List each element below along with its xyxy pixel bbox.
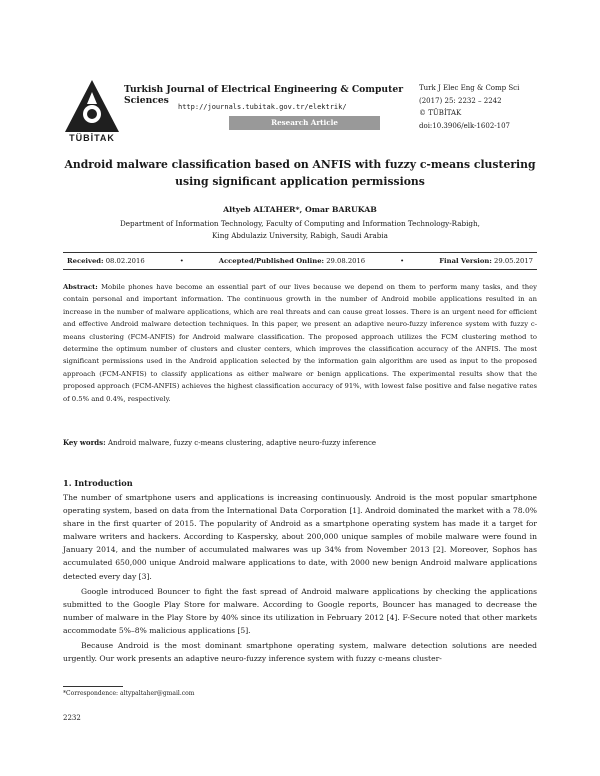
citation-volume: (2017) 25: 2232 – 2242 (419, 96, 502, 105)
publisher-logo-text: TÜBİTAK (69, 133, 115, 143)
divider-bottom (63, 269, 537, 270)
keywords (63, 438, 537, 447)
footnote-label: *Correspondence: (63, 690, 119, 697)
journal-title: Turkish Journal of Electrical Engineering & Computer Sciences (124, 84, 404, 106)
citation-copyright: © TÜBİTAK (419, 109, 462, 117)
footnote-divider (63, 686, 123, 687)
final-version-date: Final Version: 29.05.2017 (439, 257, 533, 265)
footnote-email[interactable]: altypaltaher@gmail.com (120, 690, 195, 697)
citation-doi[interactable]: doi:10.3906/elk-1602-107 (419, 121, 511, 130)
authors: Altyeb ALTAHER*, Omar BARUKAB (223, 205, 377, 214)
affiliation-line-1: Department of Information Technology, Faculty of Computing and Information Technology-Rabigh, (120, 219, 480, 228)
keywords-label: Key words: (63, 438, 106, 447)
paper-title (60, 157, 540, 190)
page-number: 2232 (63, 714, 81, 722)
paragraph: Because Android is the most dominant smartphone operating system, malware detection solutions are needed urgently. Our work presents an adaptive neuro-fuzzy inference system with fuzzy c-means cluster- (63, 641, 537, 664)
affiliation-line-2: King Abdulaziz University, Rabigh, Saudi Arabia (212, 230, 388, 240)
footnote (63, 690, 194, 697)
paragraph: The number of smartphone users and applications is increasing continuously. Android is the most popular smartphone operating system, based on data from the International Data Corporation [1]. Android dominated the market with a 78.0% share in the first quarter of 2015. The popularity of Android as a smartphone operating system has made it a target for malware writers and hackers. According to Kaspersky, about 200,000 unique samples of mobile malware were found in January 2014, and the number of accumulated malwares was up 34% from November 2013 [2]. Moreover, Sophos has accumulated 650,000 unique Android malware applications to date, with 2000 new benign Android malware applications detected every day [3]. (63, 493, 537, 581)
paragraph: Google introduced Bouncer to fight the fast spread of Android malware applications by checking the applications submitted to the Google Play Store for malware. According to Google reports, Bouncer has managed to decrease the number of malware in the Play Store by 40% since its utilization in February 2012 [4]. F-Secure noted that other markets accommodate 5%–8% malicious applications [5]. (63, 586, 537, 635)
paper-title-line-2: using significant application permissions (175, 174, 425, 188)
tubitak-logo-icon (63, 78, 121, 134)
abstract (63, 281, 537, 405)
date-separator: • (179, 257, 184, 265)
journal-url-link[interactable]: http://journals.tubitak.gov.tr/elektrik/ (178, 103, 347, 111)
received-date: Received: 08.02.2016 (67, 257, 145, 265)
divider-top (63, 252, 537, 253)
citation-block (419, 82, 519, 132)
paper-title-line-1: Android malware classification based on ANFIS with fuzzy c-means clustering (64, 158, 536, 171)
introduction-body (63, 491, 537, 665)
keywords-text: Android malware, fuzzy c-means clustering, adaptive neuro-fuzzy inference (107, 439, 377, 447)
abstract-label: Abstract: (63, 283, 98, 291)
affiliation (60, 218, 540, 241)
abstract-text: Mobile phones have become an essential part of our lives because we depend on them to perform many tasks, and they contain personal and important information. The continuous growth in the number of Android mobile applications resulted in an increase in the number of malware applications, which are real threats and can cause great losses. There is an urgent need for efficient and effective Android malware detection techniques. In this paper, we present an adaptive neuro-fuzzy inference system with fuzzy c-means clustering (FCM-ANFIS) for Android malware classification. The proposed approach utilizes the FCM clustering method to determine the optimum number of clusters and cluster centers, which improves the classification accuracy of the ANFIS. The most significant permissions used in the Android application selected by the information gain algorithm are used as input to the proposed approach (FCM-ANFIS) to classify applications as either malware or benign applications. The experimental results show that the proposed approach (FCM-ANFIS) achieves the highest classification accuracy of 91%, with lowest false positive and false negative rates of 0.5% and 0.4%, respectively. (63, 283, 537, 403)
accepted-date: Accepted/Published Online: 29.08.2016 (218, 257, 366, 265)
date-separator: • (400, 257, 405, 265)
section-heading-introduction: 1. Introduction (63, 478, 133, 488)
article-type-badge: Research Article (229, 116, 380, 130)
dates-row (67, 257, 533, 265)
citation-journal: Turk J Elec Eng & Comp Sci (419, 84, 520, 92)
